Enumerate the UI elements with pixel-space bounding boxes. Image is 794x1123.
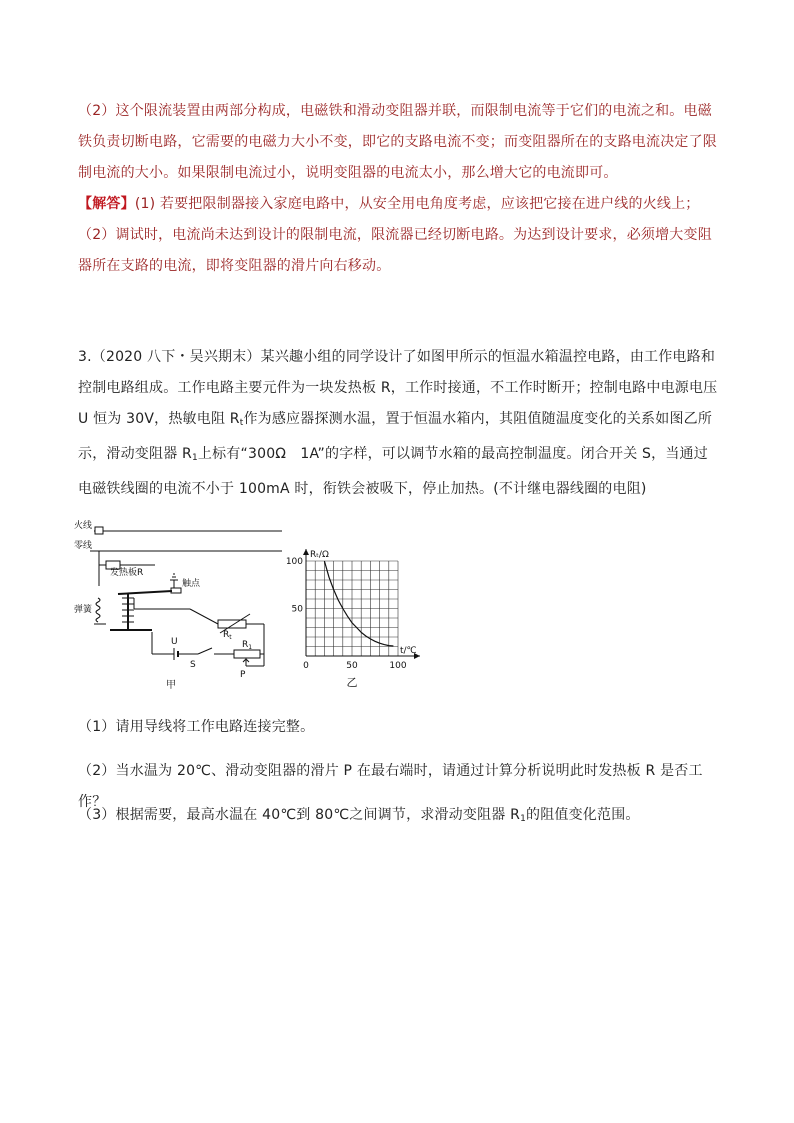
thermistor-rt (218, 620, 246, 628)
x-tick-label: 0 (303, 661, 309, 671)
x-tick-label: 50 (346, 661, 358, 671)
label-contact: 触点 (182, 579, 201, 589)
analysis-paragraph: （2）这个限流装置由两部分构成，电磁铁和滑动变阻器并联，而限制电流等于它们的电流之和。电磁铁负责切断电路，它需要的电磁力大小不变，即它的支路电流不变；而变阻器所在的支路电流决定了限制电流的大小。如果限制电流过小，说明变阻器的电流太小，那么增大它的电流即可。 (78, 103, 717, 181)
label-source: U (171, 637, 178, 647)
caption-jia: 甲 (166, 680, 176, 691)
switch-blade (198, 648, 212, 654)
label-neutral: 零线 (74, 541, 93, 551)
circuit-jia (90, 527, 282, 666)
answer-line-1 (78, 189, 720, 220)
slider-arrow (243, 659, 249, 666)
y-axis-arrow (303, 549, 309, 555)
question-1: （1）请用导线将工作电路连接完整。 (78, 719, 315, 735)
contact-block (171, 588, 181, 593)
figure-group (70, 514, 430, 694)
problem-text-3: 上标有“300Ω 1A”的字样，可以调节水箱的最高控制温度。闭合开关 S，当通过电磁铁线圈的电流不小于 100mA 时，衔铁会被吸下，停止加热。(不计继电器线圈的电阻) (78, 446, 708, 497)
circuit-labels (74, 519, 252, 691)
problem-sub-1: 1 (191, 453, 198, 463)
live-wire-fuse (95, 527, 103, 534)
armature-bar (118, 591, 172, 594)
label-heater: 发热板R (110, 568, 144, 578)
label-live: 火线 (74, 521, 93, 531)
problem-sub-t: t (239, 418, 244, 428)
label-rt: $R_t$ (223, 630, 232, 641)
question-3-sub: 1 (520, 814, 526, 824)
problem-text-1: 3.（2020 八下・吴兴期末）某兴趣小组的同学设计了如图甲所示的恒温水箱温控电路，由工作电路和控制电路组成。工作电路主要元件为一块发热板 R，工作时接通，不工作时断开；控制电路中电源电压 U 恒为 30V，热敏电阻 R (78, 349, 718, 427)
figure-svg (70, 514, 430, 694)
question-3-text-b: 的阻值变化范围。 (526, 807, 640, 823)
answer-line-2: （2）调试时，电流尚未达到设计的限制电流，限流器已经切断电路。为达到设计要求，必须增大变阻器所在支路的电流，即将变阻器的滑片向右移动。 (78, 227, 712, 274)
x-tick-label: 100 (389, 661, 407, 671)
y-tick-label: 50 (291, 604, 303, 615)
x-axis-label: t/℃ (400, 646, 417, 656)
problem-text-2: 作为感应器探测水温，置于恒温水箱内，其阻值随温度变化的关系如图乙所示，滑动变阻器 R (78, 411, 713, 462)
label-slider: P (240, 670, 246, 680)
question-3-text-a: （3）根据需要，最高水温在 40℃到 80℃之间调节，求滑动变阻器 R (78, 807, 521, 823)
label-r1: $R_1$ (242, 640, 253, 651)
label-switch: S (190, 660, 196, 670)
series-line (324, 561, 393, 646)
rheostat-r1 (234, 650, 260, 658)
y-tick-label: 100 (285, 557, 303, 567)
spring-coil (96, 598, 100, 622)
answer-tag: 【解答】 (78, 196, 135, 212)
wire-to-rt (190, 609, 218, 624)
chart-yi (286, 549, 420, 689)
label-spring: 弹簧 (74, 605, 93, 615)
y-axis-label: Rₜ/Ω (310, 550, 329, 560)
caption-yi: 乙 (346, 676, 358, 689)
question-3 (78, 800, 720, 835)
problem-statement (78, 342, 720, 505)
ground-symbol (170, 574, 178, 580)
answer-line-1-text: (1) 若要把限制器接入家庭电路中，从安全用电角度考虑，应该把它接在进户线的火线上； (134, 196, 700, 212)
question-2: （2）当水温为 20℃、滑动变阻器的滑片 P 在最右端时，请通过计算分析说明此时发热板 R 是否工作？ (78, 763, 703, 810)
